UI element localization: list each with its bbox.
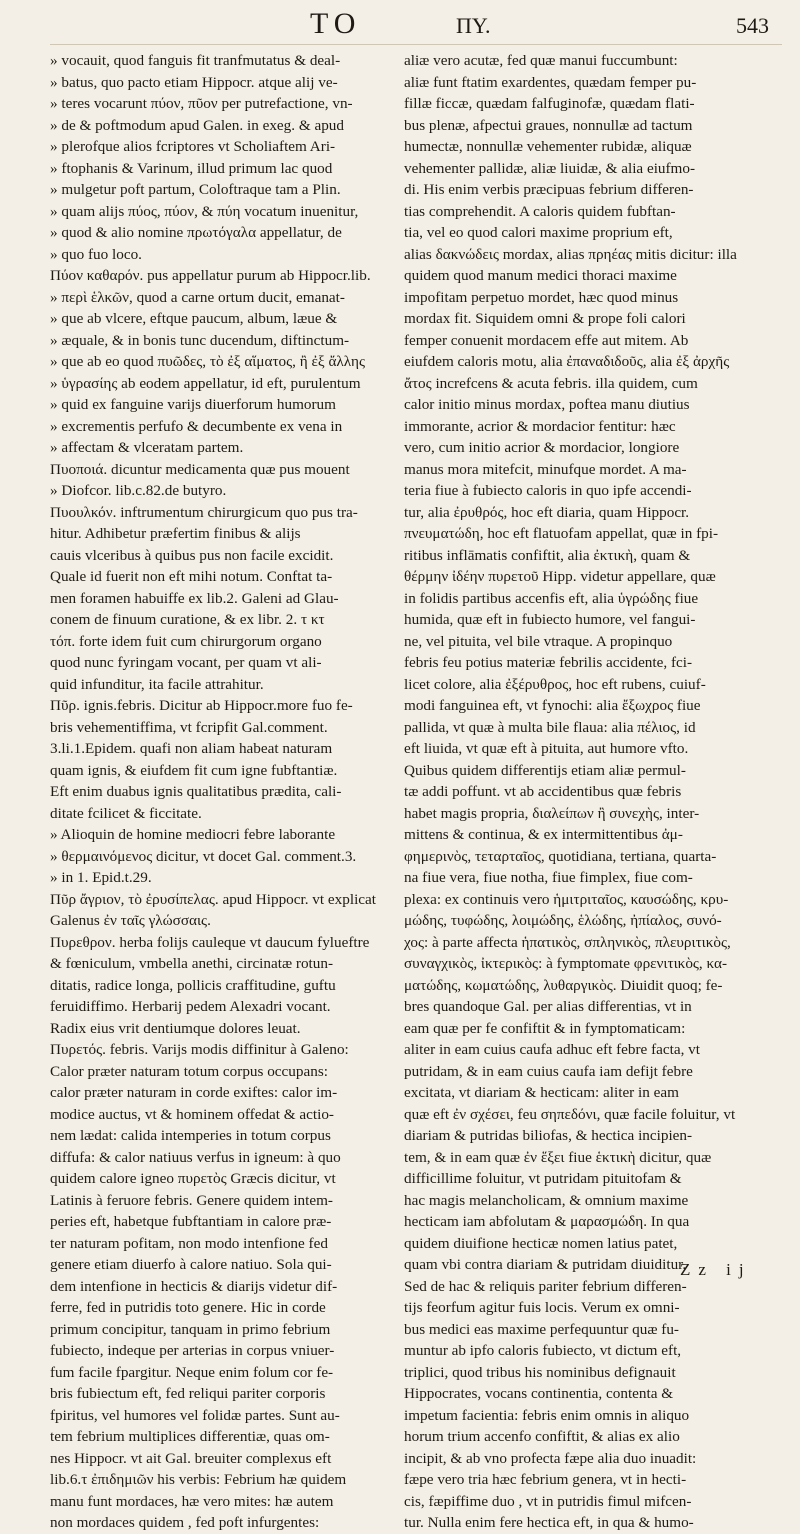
- right-column-line: bres quandoque Gal. per alias differentias, vt in: [404, 998, 692, 1015]
- right-column-line: femper conuenit mordacem effe aut mitem. Ab: [404, 331, 689, 349]
- right-column-line: muntur ab ipfo caloris fubiecto, vt dictum eft,: [404, 1342, 682, 1359]
- left-column-line: » affectam & vlceratam partem.: [50, 439, 244, 456]
- right-column-line: quidem diuifione hecticæ nomen latius patet,: [404, 1234, 678, 1252]
- left-column-line: quid infunditur, ita facile attrahitur.: [50, 675, 264, 693]
- right-column-line: mittens & continua, & ex intermittentibus ἀμ-: [404, 826, 683, 843]
- right-column-line: incipit, & ab vno profecta fæpe alia duo inuadit:: [404, 1449, 697, 1467]
- left-column-line: » ὑγρασίης ab eodem appellatur, id eft, purulentum: [50, 374, 361, 392]
- left-column-line: modice auctus, vt & hominem offedat & actio-: [50, 1105, 334, 1123]
- left-column-line: conem de finuum curatione, & ex libr. 2. τ κτ: [50, 611, 325, 628]
- left-column-line: genere etiam diuerfo à calore natiuo. Sola qui-: [50, 1256, 332, 1273]
- left-column-line: ditate fcilicet & ficcitate.: [50, 804, 202, 822]
- left-column-line: ter naturam pofitam, non modo intenfione fed: [50, 1234, 328, 1252]
- right-column-line: quidem quod manum medici thoraci maxime: [404, 267, 677, 284]
- right-column-line: aliæ vero acutæ, fed quæ manui fuccumbunt:: [404, 52, 678, 69]
- left-column-line: calor præter naturam in corde exiftes: calor im-: [50, 1084, 338, 1101]
- left-column-line: ferre, fed in putridis toto genere. Hic in corde: [50, 1299, 326, 1316]
- signature-mark: Zz ij: [680, 1260, 752, 1279]
- right-column-line: plexa: ex continuis vero ἡμιτριταῖος, καυσώδης, κρυ-: [404, 890, 729, 908]
- left-column-line: » Diofcor. lib.c.82.de butyro.: [50, 482, 227, 499]
- right-column-line: bus plenæ, afpectui graues, nonnullæ ad tactum: [404, 116, 693, 134]
- right-column-line: fillæ ficcæ, quædam falfuginofæ, quædam flati-: [404, 95, 695, 112]
- left-column-line: » excrementis perfufo & decumbente ex vena in: [50, 417, 343, 435]
- left-column-line: Πύον καθαρόν. pus appellatur purum ab Hippocr.lib.: [50, 267, 371, 284]
- right-column-line: na fiue vera, fiue notha, fiue fimplex, fiue com-: [404, 869, 693, 886]
- left-column-line: Πυουλκόν. inftrumentum chirurgicum quo pus tra-: [50, 503, 358, 521]
- right-column-line: calor initio minus mordax, poftea manu diutius: [404, 396, 690, 413]
- left-column-line: Latinis à feruore febris. Genere quidem intem-: [50, 1191, 333, 1209]
- right-column-line: φημερινὸς, τεταρταῖος, quotidiana, tertiana, quarta-: [404, 847, 717, 865]
- right-column-line: tijs feorfum agitur fuis locis. Verum ex omni-: [404, 1299, 680, 1316]
- left-column-line: » quod & alio nomine πρωτόγαλα appellatur, de: [50, 224, 342, 241]
- right-column-line: quæ eft ἐν σχέσει, feu σηπεδόνι, quæ facile foluitur, vt: [404, 1105, 736, 1123]
- left-column-line: bris vehementiffima, vt fcripfit Gal.comment.: [50, 718, 328, 736]
- right-column-line: febris feu potius materiæ febrilis accidente, fci-: [404, 654, 693, 671]
- left-column-line: » quam alijs πύος, πύον, & πύη vocatum inuenitur,: [50, 202, 359, 220]
- left-column-line: nem lædat: calida intemperies in totum corpus: [50, 1127, 331, 1144]
- left-column-line: » θερμαινόμενος dicitur, vt docet Gal. comment.3.: [50, 847, 357, 865]
- left-column-line: fum facile fpargitur. Neque enim folum cor fe-: [50, 1363, 334, 1381]
- right-column-line: horum trium accenfo confiftit, & alias ex alio: [404, 1428, 680, 1445]
- left-column-line: » æquale, & in bonis tunc ducendum, diftinctum-: [50, 331, 350, 349]
- left-column-line: » Alioquin de homine mediocri febre laborante: [50, 826, 336, 843]
- left-column-line: » vocauit, quod fanguis fit tranfmutatus & deal-: [50, 52, 341, 69]
- right-column-line: licet colore, alia ἐξέρυθρος, hoc eft rubens, cuiuf-: [404, 675, 706, 693]
- right-column-line: teria fiue à fubiecto caloris in quo ipfe accendi-: [404, 482, 692, 499]
- right-column-line: eiufdem caloris motu, alia ἐπαναδιδοῦς, alia ἐξ ἀρχῆς: [404, 353, 730, 370]
- left-column-line: ditatis, radice longa, pollicis craffitudine, guftu: [50, 976, 336, 994]
- left-column-line: primum concipitur, tanquam in primo febrium: [50, 1320, 331, 1338]
- right-column-line: ἄτος increfcens & acuta febris. illa quidem, cum: [404, 374, 698, 392]
- running-head-title: TO: [310, 7, 362, 40]
- page-number: 543: [736, 13, 769, 38]
- left-column-line: » quo fuo loco.: [50, 245, 142, 263]
- right-column-line: eam quæ per fe confiftit & in fymptomaticam:: [404, 1019, 686, 1037]
- right-column-line: diariam & putridas biliofas, & hectica incipien-: [404, 1127, 693, 1144]
- right-column-line: πνευματώδη, hoc eft flatuofam appellat, quæ in fpi-: [404, 525, 719, 542]
- right-column-line: Quibus quidem differentijs etiam aliæ permul-: [404, 761, 686, 779]
- right-column-line: tur. Nulla enim fere hectica eft, in qua & humo-: [404, 1514, 694, 1531]
- right-column-line: triplici, quod tribus his nominibus defignauit: [404, 1363, 676, 1381]
- right-column-line: Hippocrates, vocans continentia, contenta &: [404, 1385, 674, 1402]
- running-head-mark: ΠΥ.: [456, 13, 491, 38]
- right-column-line: tem, & in eam quæ ἐν ἕξει fiue ἑκτικὴ dicitur, quæ: [404, 1148, 712, 1166]
- right-column-line: ritibus inflāmatis confiftit, alia ἐκτικὴ, quam &: [404, 546, 691, 564]
- left-column: [50, 50, 386, 1531]
- right-column-line: συναγχικὸς, ἰκτερικὸς: à fymptomate φρενιτικὸς, κα-: [404, 955, 728, 972]
- left-column-line: Πυοποιά. dicuntur medicamenta quæ pus mouent: [50, 460, 350, 478]
- right-column-line: hecticam iam abfolutam & μαρασμώδη. In qua: [404, 1213, 690, 1230]
- right-column-line: pallida, vt quæ à multa bile flaua: alia πέλιος, id: [404, 718, 696, 736]
- left-column-line: » περὶ ἑλκῶν, quod a carne ortum ducit, emanat-: [50, 288, 345, 306]
- right-column-line: alias δακνώδεις mordax, alias πρηέας mitis dicitur: illa: [404, 245, 737, 263]
- right-column-line: difficillime foluitur, vt putridam pituitofam &: [404, 1170, 682, 1187]
- right-column-line: in folidis partibus accenfis eft, alia ὑγρώδης fiue: [404, 589, 699, 607]
- left-column-line: Πῦρ ἄγριον, τὸ ἐρυσίπελας. apud Hippocr. vt explicat: [50, 890, 376, 908]
- right-column-line: impofitam perpetuo mordet, hæc quod minus: [404, 288, 679, 306]
- right-column-line: excitata, vt diariam & hecticam: aliter in eam: [404, 1084, 679, 1101]
- right-column-line: θέρμην ἰδέην πυρετοῦ Hipp. videtur appellare, quæ: [404, 568, 716, 585]
- left-column-line: » quid ex fanguine varijs diuerforum humorum: [50, 396, 336, 413]
- left-column-line: 3.li.1.Epidem. quafi non aliam habeat naturam: [50, 740, 333, 757]
- left-column-line: Quale id fuerit non eft mihi notum. Conftat ta-: [50, 568, 333, 585]
- left-column-line: men foramen habuiffe ex lib.2. Galeni ad Glau-: [50, 589, 339, 607]
- right-column-line: hac magis melancholicam, & omnium maxime: [404, 1191, 689, 1209]
- left-column-line: fpiritus, vel humores vel folidæ partes. Sunt au-: [50, 1406, 340, 1424]
- right-column-line: ματώδης, κωματώδης, λυθαργικὸς. Diuidit quoq; fe-: [404, 976, 723, 994]
- right-column-line: aliter in eam cuius caufa adhuc eft febre facta, vt: [404, 1041, 700, 1058]
- right-column-line: vero, cum initio acrior & mordacior, longiore: [404, 439, 680, 456]
- left-column-line: feruidiffimo. Herbarij pedem Alexadri vocant.: [50, 998, 331, 1015]
- left-column-line: tem febrium multiplices differentiæ, quas om-: [50, 1428, 330, 1445]
- left-column-line: Πυρετός. febris. Varijs modis diffinitur à Galeno:: [50, 1041, 349, 1058]
- left-column-line: cauis vlceribus à quibus pus non facile excidit.: [50, 546, 334, 564]
- left-column-line: lib.6.τ ἐπιδημιῶν his verbis: Febrium hæ quidem: [50, 1471, 347, 1488]
- left-column-line: nes Hippocr. vt ait Gal. breuiter complexus eft: [50, 1449, 332, 1467]
- left-column-line: » mulgetur poft partum, Coloftraque tam a Plin.: [50, 181, 341, 198]
- left-column-line: » ftophanis & Varinum, illud primum lac quod: [50, 159, 333, 177]
- right-column-line: di. His enim verbis præcipuas febrium differen-: [404, 181, 694, 198]
- left-column-line: quidem calore igneo πυρετὸς Græcis dicitur, vt: [50, 1170, 336, 1187]
- left-column-line: τόπ. forte idem fuit cum chirurgorum organo: [50, 632, 322, 650]
- right-column-line: vehementer pallidæ, aliæ liuidæ, & alia eiufmo-: [404, 159, 696, 177]
- left-column-line: » teres vocarunt πύον, πῦον per putrefactione, vn-: [50, 95, 353, 112]
- left-column-line: manu funt mordaces, hæ vero mites: hæ autem: [50, 1492, 334, 1510]
- left-column-line: » batus, quo pacto etiam Hippocr. atque alij ve-: [50, 73, 338, 91]
- right-column-line: manus mora mitefcit, minufque mordet. A ma-: [404, 460, 687, 478]
- right-column-line: tias comprehendit. A caloris quidem fubftan-: [404, 202, 676, 220]
- right-column-line: mordax fit. Siquidem omni & prope foli calori: [404, 310, 686, 327]
- right-column-line: quam vbi contra diariam & putridam diuiditur.: [404, 1256, 687, 1273]
- left-column-line: » que ab eo quod πυῶδες, τὸ ἐξ αἵματος, ἢ ἐξ ἄλλης: [50, 353, 365, 370]
- right-column-line: tæ addi poffunt. vt ab accidentibus quæ febris: [404, 783, 682, 800]
- left-column-line: bris fubiectum eft, fed reliqui pariter corporis: [50, 1385, 326, 1402]
- right-column-line: putridam, & in eam cuius caufa iam defijt febre: [404, 1062, 693, 1080]
- right-column-line: tur, alia ἐρυθρός, hoc eft diaria, quam Hippocr.: [404, 503, 690, 521]
- right-column-line: cis, fæpiffime duo , vt in putridis fimul mifcen-: [404, 1492, 692, 1510]
- left-column-line: Calor præter naturam totum corpus occupans:: [50, 1062, 328, 1080]
- left-column-line: quod nunc fyringam vocant, per quam vt ali-: [50, 654, 322, 671]
- right-column-line: humectæ, nonnullæ vehementer rubidæ, aliquæ: [404, 138, 692, 155]
- left-column-line: quam ignis, & eiufdem fit cum igne fubftantiæ.: [50, 761, 338, 779]
- left-column-line: Radix eius vrit dentiumque dolores leuat.: [50, 1019, 301, 1037]
- right-column-line: aliæ funt ftatim exardentes, quædam femper pu-: [404, 73, 697, 91]
- left-column-line: fubiecto, indeque per arterias in corpus vniuer-: [50, 1342, 335, 1359]
- left-column-line: & fœniculum, vmbella anethi, circinatæ rotun-: [50, 955, 334, 972]
- right-column-line: fæpe vero tria hæc febrium genera, vt in hecti-: [404, 1471, 687, 1488]
- right-column-line: humida, quæ eft in fubiecto humore, vel fangui-: [404, 611, 696, 628]
- left-column-line: Πῦρ. ignis.febris. Dicitur ab Hippocr.more fuo fe-: [50, 697, 353, 714]
- right-column-line: ne, vel pituita, vel bile vtraque. A propinquo: [404, 632, 673, 650]
- left-column-line: » plerofque alios fcriptores vt Scholiaftem Ari-: [50, 138, 336, 155]
- right-column-line: χος: à parte affecta ἡπατικὸς, σπληνικὸς, πλευριτικὸς,: [404, 933, 731, 951]
- left-column-line: dem intenfione in hecticis & diarijs videtur dif-: [50, 1277, 338, 1295]
- right-column-line: habet magis propria, διαλείπων ἢ συνεχὴς, inter-: [404, 804, 700, 822]
- right-column-line: eft liuida, vt quæ eft à pituita, aut humore vfto.: [404, 740, 689, 757]
- right-column-line: tia, vel eo quod calori maxime proprium eft,: [404, 224, 673, 241]
- left-column-line: Πυρεθρον. herba folijs cauleque vt daucum fylueftre: [50, 933, 370, 951]
- left-column-line: » de & poftmodum apud Galen. in exeg. & apud: [50, 116, 344, 134]
- left-column-line: hitur. Adhibetur præfertim finibus & alijs: [50, 525, 301, 542]
- right-column-line: impetum facientia: febris enim omnis in aliquo: [404, 1406, 690, 1424]
- right-column-line: modi fanguinea eft, vt fynochi: alia ἔξωχρος fiue: [404, 697, 701, 714]
- header-rule: [50, 44, 782, 45]
- right-column-line: Sed de hac & reliquis pariter febrium differen-: [404, 1277, 687, 1295]
- right-column-line: bus medici eas maxime perfequuntur quæ fu-: [404, 1320, 679, 1338]
- left-column-line: peries eft, habetque fubftantiam in calore præ-: [50, 1213, 332, 1230]
- left-column-line: Galenus ἐν ταῖς γλώσσαις.: [50, 912, 211, 929]
- left-column-line: » que ab vlcere, eftque paucum, album, læue &: [50, 310, 338, 327]
- left-column-line: » in 1. Epid.t.29.: [50, 869, 152, 886]
- left-column-line: non mordaces quidem , fed poft infurgentes:: [50, 1514, 320, 1531]
- right-column-line: μώδης, τυφώδης, λοιμώδης, ἑλώδης, ἠπίαλος, συνό-: [404, 912, 722, 929]
- right-column-line: immorante, acrior & mordacior fentitur: hæc: [404, 417, 676, 435]
- left-column-line: diffufa: & calor natiuus verfus in igneum: à quo: [50, 1148, 341, 1166]
- left-column-line: Eft enim duabus ignis qualitatibus prædita, cali-: [50, 783, 342, 800]
